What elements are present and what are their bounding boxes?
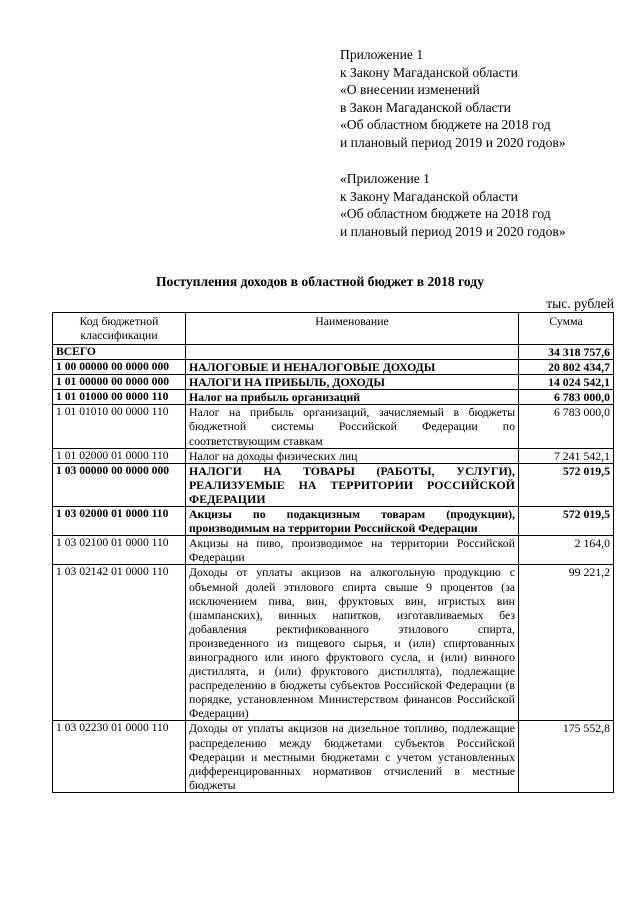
document-title: Поступления доходов в областной бюджет в 2018 году <box>155 274 484 289</box>
appendix-header <box>340 46 630 152</box>
header-name: Наименование <box>186 313 519 345</box>
header-code: Код бюджетной классификации <box>53 313 186 345</box>
appendix-header-line: «О внесении изменений <box>340 82 480 98</box>
units-label: тыс. рублей <box>546 296 614 311</box>
appendix-header-line: «Об областном бюджете на 2018 год <box>340 206 551 222</box>
row-name <box>186 345 519 360</box>
table-row <box>53 536 614 565</box>
row-sum: 14 024 542,1 <box>519 375 614 390</box>
table-row <box>53 507 614 536</box>
table-row <box>53 360 614 375</box>
table-row <box>53 405 614 448</box>
row-name: Акцизы по подакцизным товарам (продукции), производимым на территории Российской Федерации <box>186 507 519 536</box>
row-name: НАЛОГИ НА ТОВАРЫ (РАБОТЫ, УСЛУГИ), РЕАЛИЗУЕМЫЕ НА ТЕРРИТОРИИ РОССИЙСКОЙ ФЕДЕРАЦИИ <box>186 463 519 506</box>
row-name: Налог на доходы физических лиц <box>186 448 519 463</box>
row-code: 1 01 00000 00 0000 000 <box>53 375 186 390</box>
row-code: 1 01 01010 00 0000 110 <box>53 405 186 448</box>
revenue-table <box>52 312 614 793</box>
row-sum: 2 164,0 <box>519 536 614 565</box>
row-sum: 572 019,5 <box>519 507 614 536</box>
table-row <box>53 721 614 792</box>
row-name: НАЛОГИ НА ПРИБЫЛЬ, ДОХОДЫ <box>186 375 519 390</box>
row-name: Налог на прибыль организаций <box>186 390 519 405</box>
appendix-header-original <box>340 170 630 240</box>
table-row <box>53 463 614 506</box>
table-row <box>53 345 614 360</box>
row-sum: 99 221,2 <box>519 565 614 721</box>
row-sum: 6 783 000,0 <box>519 405 614 448</box>
row-code: 1 03 00000 00 0000 000 <box>53 463 186 506</box>
row-name: Доходы от уплаты акцизов на алкогольную продукцию с объемной долей этилового спирта свыше 9 процентов (за исключением пива, вин, фруктовых вин, игристых вин (шампанских), винных напитков, изготавливаемых без добавления ректификованного этилового спирта, произведенного из пищевого сырья, и (или) спиртованных виноградного или иного фруктового сусла, и (или) винного дистиллята, и (или) фруктового дистиллята), подлежащие распределению в бюджеты субъектов Российской Федерации (в порядке, установленном Министерством финансов Российской Федерации) <box>186 565 519 721</box>
row-sum: 175 552,8 <box>519 721 614 792</box>
row-code: 1 03 02142 01 0000 110 <box>53 565 186 721</box>
row-code: ВСЕГО <box>53 345 186 360</box>
row-sum: 572 019,5 <box>519 463 614 506</box>
row-name: Доходы от уплаты акцизов на дизельное топливо, подлежащие распределению между бюджетами субъектов Российской Федерации и местными бюджетами с учетом установленных дифференцированных нормативов отчислений в местные бюджеты <box>186 721 519 792</box>
table-row <box>53 390 614 405</box>
row-code: 1 01 02000 01 0000 110 <box>53 448 186 463</box>
row-name: НАЛОГОВЫЕ И НЕНАЛОГОВЫЕ ДОХОДЫ <box>186 360 519 375</box>
appendix-header-line: «Приложение 1 <box>340 171 430 186</box>
row-code: 1 00 00000 00 0000 000 <box>53 360 186 375</box>
row-code: 1 03 02000 01 0000 110 <box>53 507 186 536</box>
appendix-header-line: Приложение 1 <box>340 47 424 62</box>
row-name: Акцизы на пиво, производимое на территории Российской Федерации <box>186 536 519 565</box>
appendix-header-line: и плановый период 2019 и 2020 годов» <box>340 134 566 150</box>
appendix-header-line: к Закону Магаданской области <box>340 188 518 204</box>
appendix-header-line: в Закон Магаданской области <box>340 99 511 115</box>
row-sum: 20 802 434,7 <box>519 360 614 375</box>
appendix-header-line: к Закону Магаданской области <box>340 64 518 80</box>
appendix-header-line: «Об областном бюджете на 2018 год <box>340 117 551 133</box>
row-sum: 34 318 757,6 <box>519 345 614 360</box>
table-row <box>53 565 614 721</box>
row-code: 1 01 01000 00 0000 110 <box>53 390 186 405</box>
row-code: 1 03 02230 01 0000 110 <box>53 721 186 792</box>
header-sum: Сумма <box>519 313 614 345</box>
table-row <box>53 448 614 463</box>
appendix-header-line: и плановый период 2019 и 2020 годов» <box>340 223 566 239</box>
table-row <box>53 375 614 390</box>
table-header-row <box>53 313 614 345</box>
row-sum: 6 783 000,0 <box>519 390 614 405</box>
row-name: Налог на прибыль организаций, зачисляемый в бюджеты бюджетной системы Российской Федерации по соответствующим ставкам <box>186 405 519 448</box>
row-sum: 7 241 542,1 <box>519 448 614 463</box>
row-code: 1 03 02100 01 0000 110 <box>53 536 186 565</box>
